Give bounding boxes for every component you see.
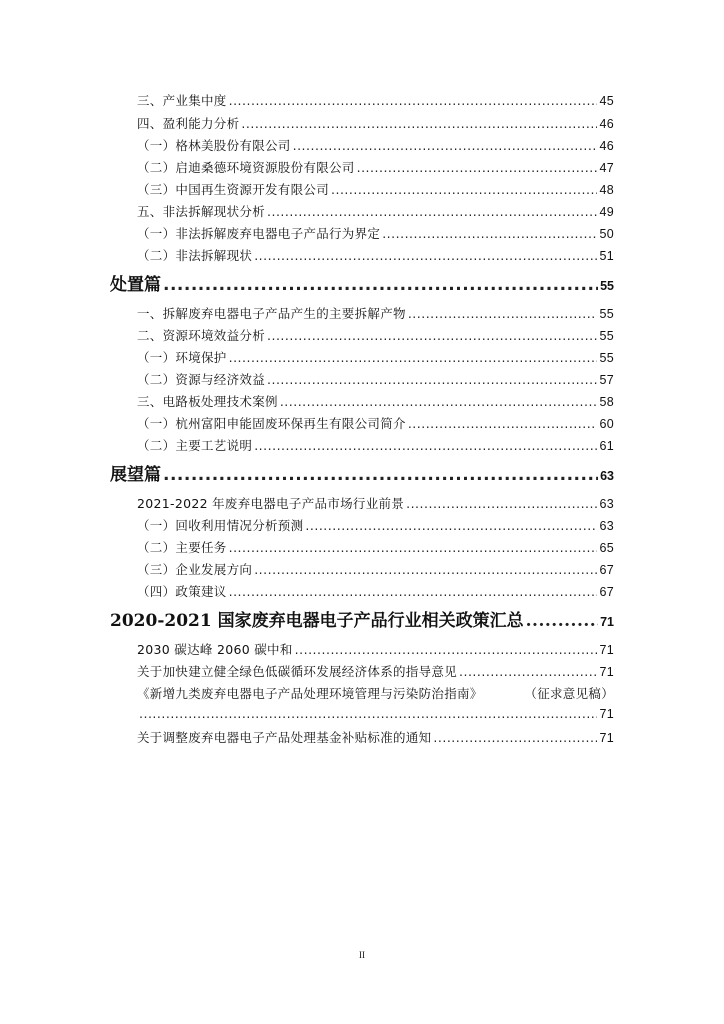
- toc-entry-label: 2021-2022 年废弃电器电子产品市场行业前景: [137, 496, 405, 511]
- toc-entry[interactable]: [137, 370, 614, 388]
- toc-entry-label: 展望篇: [110, 465, 161, 485]
- leader-dots: [293, 138, 598, 153]
- toc-entry-label: （二）主要工艺说明: [137, 438, 253, 453]
- toc-part-heading[interactable]: [110, 606, 614, 631]
- toc-entry-page: 55: [599, 307, 614, 321]
- toc-entry-page: 71: [599, 665, 614, 679]
- toc-entry-label: （一）杭州富阳申能固废环保再生有限公司简介: [137, 416, 406, 431]
- toc-entry-label: 四、盈利能力分析: [137, 116, 240, 131]
- toc-entry[interactable]: [137, 348, 614, 366]
- leader-dots: [408, 306, 598, 321]
- leader-dots: [254, 562, 597, 577]
- toc-entry-label: （一）环境保护: [137, 350, 227, 365]
- toc-part-heading[interactable]: [110, 460, 614, 485]
- leader-dots: [254, 438, 597, 453]
- toc-entry[interactable]: [137, 392, 614, 410]
- toc-entry-label: （三）中国再生资源开发有限公司: [137, 182, 330, 197]
- toc-entry-label: 关于调整废弃电器电子产品处理基金补贴标准的通知: [137, 730, 432, 745]
- toc-entry-label: （四）政策建议: [137, 584, 227, 599]
- toc-entry-label: （一）回收利用情况分析预测: [137, 518, 304, 533]
- toc-entry-label: 处置篇: [110, 275, 161, 295]
- toc-entry-page: 71: [599, 707, 614, 721]
- toc-entry[interactable]: [137, 136, 614, 154]
- leader-dots: [241, 116, 597, 131]
- toc-entry-label: （二）主要任务: [137, 540, 227, 555]
- toc-entry-label: （二）非法拆解现状: [137, 248, 253, 263]
- toc-entry-page: 57: [599, 373, 614, 387]
- leader-dots: [229, 350, 598, 365]
- toc-entry-label: 一、拆解废弃电器电子产品产生的主要拆解产物: [137, 306, 406, 321]
- toc-entry[interactable]: [137, 414, 614, 432]
- leader-dots: [163, 275, 598, 295]
- toc-entry-label-suffix: （征求意见稿）: [524, 686, 614, 701]
- leader-dots: [229, 93, 598, 108]
- toc-entry[interactable]: [137, 538, 614, 556]
- leader-dots: [433, 730, 597, 745]
- leader-dots: [406, 496, 597, 511]
- leader-dots: [295, 642, 598, 657]
- toc-entry-page: 67: [599, 585, 614, 599]
- toc-entry-page: 55: [600, 279, 614, 293]
- toc-entry-page: 50: [599, 227, 614, 241]
- toc-entry[interactable]: [137, 516, 614, 534]
- leader-dots: [229, 540, 598, 555]
- toc-part-heading[interactable]: [110, 270, 614, 295]
- toc-entry-label: 二、资源环境效益分析: [137, 328, 266, 343]
- toc-entry[interactable]: [137, 326, 614, 344]
- toc-entry-page: 63: [599, 497, 614, 511]
- toc-entry[interactable]: [137, 728, 614, 746]
- toc-entry-page: 55: [599, 351, 614, 365]
- toc-entry[interactable]: [137, 640, 614, 658]
- leader-dots: [254, 248, 597, 263]
- toc-entry-page: 71: [600, 615, 614, 629]
- toc-entry[interactable]: [137, 436, 614, 454]
- toc-entry-label: 五、非法拆解现状分析: [137, 204, 266, 219]
- page-number: II: [359, 950, 365, 960]
- toc-entry-label: 2020-2021 国家废弃电器电子产品行业相关政策汇总: [110, 611, 524, 631]
- toc-entry-page: 63: [600, 469, 614, 483]
- toc-entry[interactable]: [137, 91, 614, 109]
- toc-entry[interactable]: [137, 158, 614, 176]
- toc-entry-label: （一）格林美股份有限公司: [137, 138, 291, 153]
- toc-entry[interactable]: [137, 202, 614, 220]
- toc-entry[interactable]: [137, 560, 614, 578]
- toc-entry-page: 48: [599, 183, 614, 197]
- toc-entry[interactable]: [137, 114, 614, 132]
- leader-dots: [526, 611, 598, 631]
- toc-entry-page: 51: [599, 249, 614, 263]
- leader-dots: [305, 518, 597, 533]
- leader-dots: [267, 328, 597, 343]
- leader-dots: [357, 160, 598, 175]
- toc-entry-page: 63: [599, 519, 614, 533]
- leader-dots: [382, 226, 597, 241]
- toc-entry[interactable]: [137, 304, 614, 322]
- toc-entry-page: 71: [599, 643, 614, 657]
- toc-entry-page: 47: [599, 161, 614, 175]
- leader-dots: [280, 394, 598, 409]
- leader-dots: [139, 706, 597, 721]
- toc-entry[interactable]: [137, 224, 614, 242]
- toc-entry[interactable]: [137, 180, 614, 198]
- leader-dots: [267, 372, 597, 387]
- toc-entry-label: 三、电路板处理技术案例: [137, 394, 278, 409]
- toc-entry-label: （一）非法拆解废弃电器电子产品行为界定: [137, 226, 381, 241]
- toc-entry-page: 65: [599, 541, 614, 555]
- toc-entry-label: 三、产业集中度: [137, 93, 227, 108]
- leader-dots: [331, 182, 597, 197]
- toc-entry-label: 关于加快建立健全绿色低碳循环发展经济体系的指导意见: [137, 664, 458, 679]
- leader-dots: [408, 416, 598, 431]
- toc-entry-page: 61: [599, 439, 614, 453]
- leader-dots: [459, 664, 597, 679]
- toc-entry-page: 49: [599, 205, 614, 219]
- toc-entry[interactable]: [137, 582, 614, 600]
- toc-entry-page: 46: [599, 139, 614, 153]
- toc-entry-wrapped-title[interactable]: [137, 684, 614, 702]
- toc-entry-label: 2030 碳达峰 2060 碳中和: [137, 642, 293, 657]
- toc-entry-label: （二）启迪桑德环境资源股份有限公司: [137, 160, 355, 175]
- toc-entry-page: 67: [599, 563, 614, 577]
- toc-entry[interactable]: [137, 494, 614, 512]
- toc-entry-page: 71: [599, 731, 614, 745]
- toc-entry-continuation[interactable]: [137, 706, 614, 721]
- toc-entry-page: 55: [599, 329, 614, 343]
- toc-entry-label: （二）资源与经济效益: [137, 372, 266, 387]
- toc-entry-page: 46: [599, 117, 614, 131]
- leader-dots: [229, 584, 598, 599]
- leader-dots: [267, 204, 597, 219]
- leader-dots: [163, 465, 598, 485]
- toc-entry[interactable]: [137, 662, 614, 680]
- toc-entry[interactable]: [137, 246, 614, 264]
- toc-entry-page: 60: [599, 417, 614, 431]
- toc-entry-page: 58: [599, 395, 614, 409]
- toc-entry-label: 《新增九类废弃电器电子产品处理环境管理与污染防治指南》: [137, 686, 483, 701]
- toc-entry-page: 45: [599, 94, 614, 108]
- toc-entry-label: （三）企业发展方向: [137, 562, 253, 577]
